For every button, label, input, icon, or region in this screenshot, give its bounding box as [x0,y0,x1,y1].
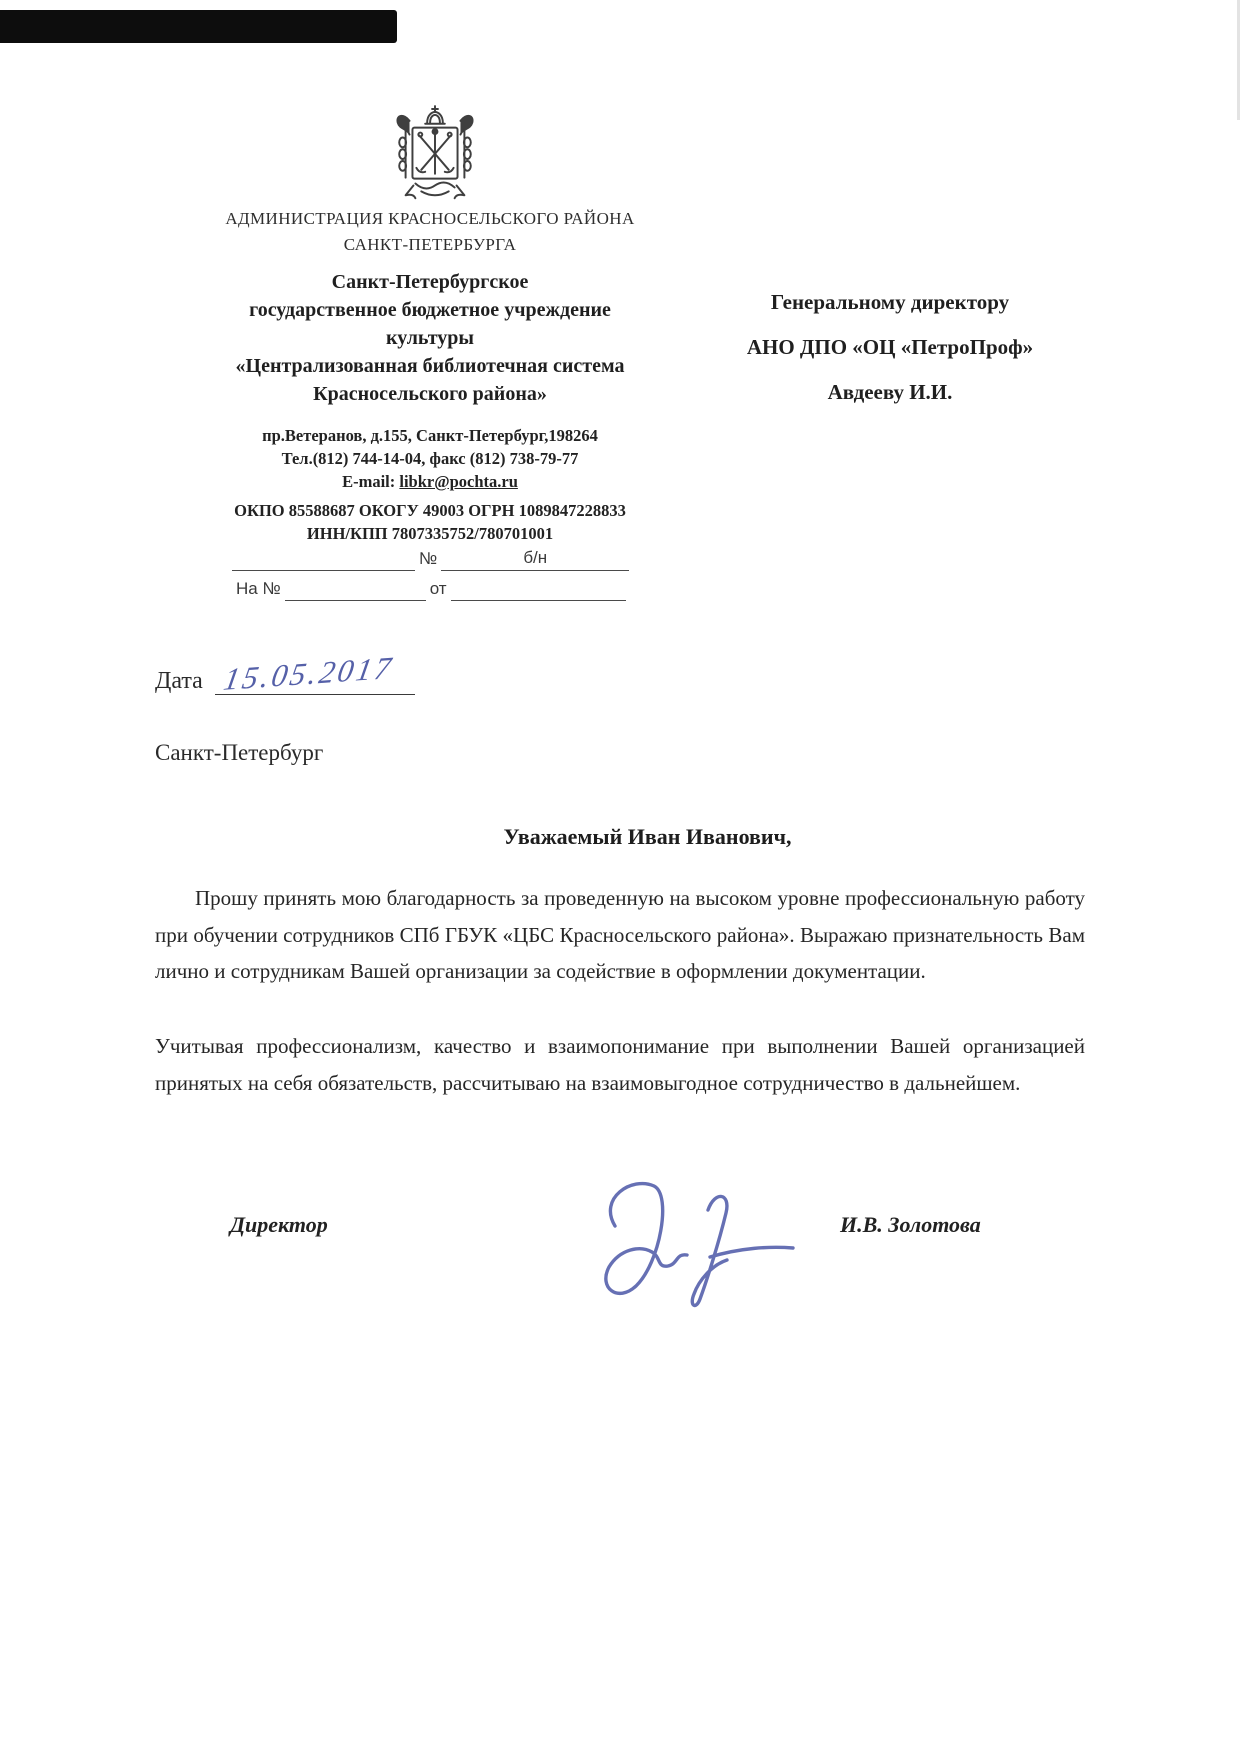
org-line-5: Красносельского района» [313,383,547,405]
incoming-number-label: На № [236,579,281,598]
date-label: Дата [155,668,203,694]
body-paragraph-2: Учитывая профессионализм, качество и взаимопонимание при выполнении Вашей организацией принятых на себя обязательств, рассчитываю на взаимовыгодное сотрудничество в дальнейшем. [155,1034,1085,1095]
addressee-position: Генеральному директору [770,290,1010,314]
signer-title: Директор [230,1212,328,1237]
incoming-number-blank [285,578,426,601]
postal-address: пр.Ветеранов, д.155, Санкт-Петербург,198264 [262,426,598,445]
okpo-ogrn-line: ОКПО 85588687 ОКОГУ 49003 ОГРН 1089847228833 [234,501,626,520]
phone-fax: Тел.(812) 744-14-04, факс (812) 738-79-77 [281,449,579,468]
salutation: Уважаемый Иван Иванович, [503,824,792,849]
incoming-date-blank [451,578,626,601]
handwritten-date: 15.05.2017 [221,649,397,697]
email-label: E-mail: [342,472,396,491]
email-text: libkr@pochta.ru [399,472,518,491]
email-line [130,470,730,493]
addressee-block [690,280,1090,415]
outgoing-number-value: б/н [441,548,629,571]
spb-coat-of-arms-icon [386,101,484,219]
city-line: Санкт-Петербург [155,740,324,765]
number-sign-label: № [419,549,438,568]
handwritten-signature [540,1168,800,1338]
outgoing-date-blank [232,548,415,571]
org-line-3: культуры [385,327,475,349]
administration-line-1: АДМИНИСТРАЦИЯ КРАСНОСЕЛЬСКОГО РАЙОНА [225,209,635,228]
administration-header [130,206,730,258]
administration-line-2: САНКТ-ПЕТЕРБУРГА [343,235,517,254]
registry-codes [130,499,730,545]
organization-name [130,268,730,408]
contact-block [130,424,730,493]
inn-kpp-line: ИНН/КПП 7807335752/780701001 [306,524,554,543]
org-line-2: государственное бюджетное учреждение [249,299,611,321]
signer-name: И.В. Золотова [840,1212,981,1237]
org-line-1: Санкт-Петербургское [331,271,529,293]
org-line-4: «Централизованная библиотечная система [235,355,625,377]
incoming-number-row [232,578,652,608]
reference-lines [232,548,652,608]
addressee-name: Авдееву И.И. [827,380,953,404]
from-label: от [429,579,447,598]
scan-artifact-bar [0,10,397,43]
outgoing-number-row [232,548,652,578]
addressee-organization: АНО ДПО «ОЦ «ПетроПроф» [746,335,1034,359]
body-paragraph-1: Прошу принять мою благодарность за проведенную на высоком уровне профессиональную работу при обучении сотрудников СПб ГБУК «ЦБС Красносельского района». Выражаю признательность Вам лично и сотрудникам Вашей организации за содействие в оформлении документации. [155,886,1085,983]
date-blank-line [215,649,415,697]
date-line [155,649,415,697]
